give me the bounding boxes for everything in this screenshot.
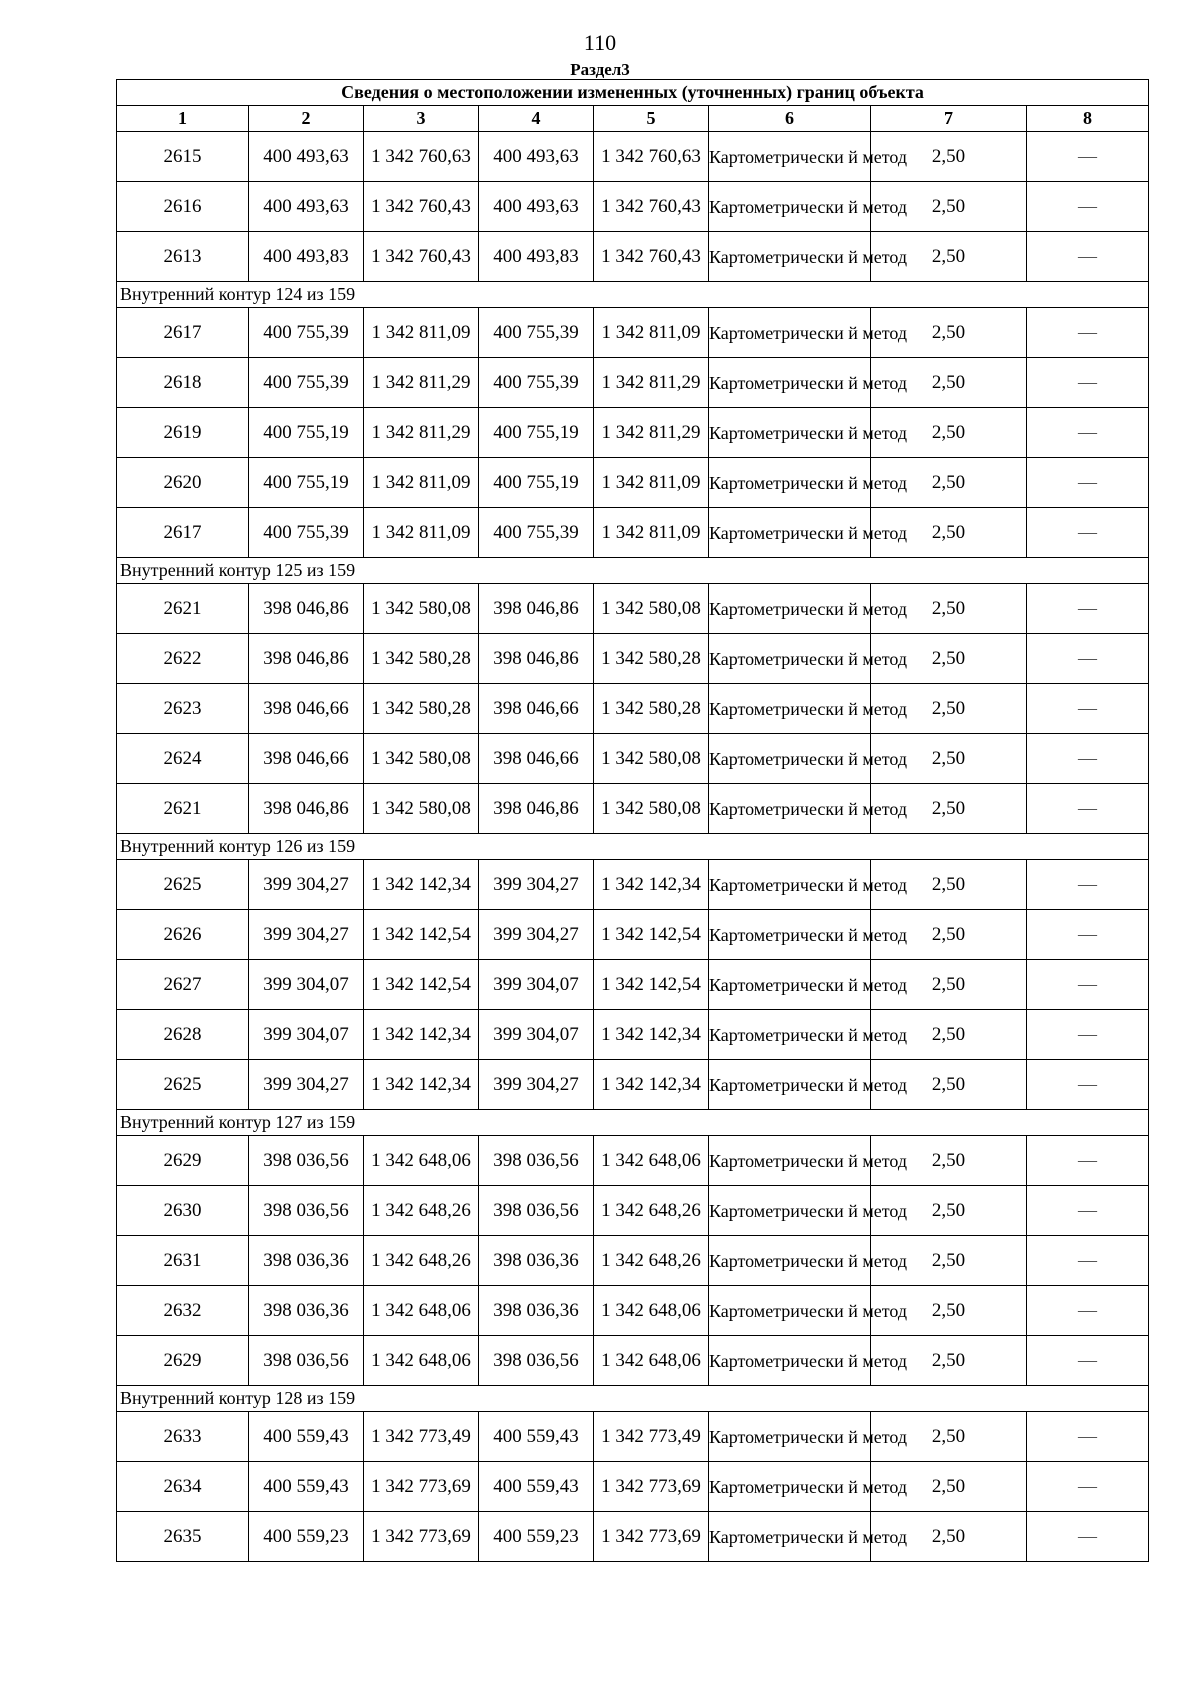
y-existing-cell: 1 342 142,54 [364,910,479,960]
x-new-cell: 398 046,66 [479,734,594,784]
x-existing-cell: 399 304,27 [249,910,364,960]
y-existing-cell: 1 342 760,43 [364,232,479,282]
x-existing-cell: 398 046,66 [249,684,364,734]
x-existing-cell: 398 036,36 [249,1286,364,1336]
section-title: Раздел3 [570,60,630,79]
method-cell: Картометрически й метод [709,308,871,358]
table-row [117,1336,1149,1386]
contour-header-row [117,1386,1149,1412]
description-cell: — [1027,508,1149,558]
x-existing-cell: 400 755,19 [249,458,364,508]
y-existing-cell: 1 342 580,08 [364,734,479,784]
accuracy-cell: 2,50 [871,458,1027,508]
x-new-cell: 400 559,43 [479,1462,594,1512]
point-number-cell: 2635 [117,1512,249,1562]
method-cell: Картометрически й метод [709,182,871,232]
method-cell: Картометрически й метод [709,408,871,458]
contour-label: Внутренний контур 125 из 159 [117,558,1149,584]
point-number-cell: 2620 [117,458,249,508]
y-new-cell: 1 342 760,43 [594,232,709,282]
y-new-cell: 1 342 580,08 [594,734,709,784]
method-cell: Картометрически й метод [709,1010,871,1060]
accuracy-cell: 2,50 [871,1136,1027,1186]
x-existing-cell: 400 559,43 [249,1412,364,1462]
description-cell: — [1027,684,1149,734]
x-new-cell: 399 304,27 [479,860,594,910]
y-existing-cell: 1 342 580,28 [364,684,479,734]
y-new-cell: 1 342 773,69 [594,1512,709,1562]
x-existing-cell: 399 304,27 [249,860,364,910]
point-number-cell: 2617 [117,508,249,558]
point-number-cell: 2615 [117,132,249,182]
table-row [117,232,1149,282]
point-number-cell: 2630 [117,1186,249,1236]
accuracy-cell: 2,50 [871,634,1027,684]
method-cell: Картометрически й метод [709,1336,871,1386]
contour-header-row [117,558,1149,584]
x-new-cell: 398 046,66 [479,684,594,734]
y-existing-cell: 1 342 811,09 [364,508,479,558]
table-caption-row [117,80,1149,106]
y-new-cell: 1 342 648,26 [594,1186,709,1236]
x-new-cell: 399 304,07 [479,960,594,1010]
table-row [117,1236,1149,1286]
accuracy-cell: 2,50 [871,1010,1027,1060]
table-row [117,784,1149,834]
accuracy-cell: 2,50 [871,1412,1027,1462]
x-existing-cell: 399 304,07 [249,960,364,1010]
x-new-cell: 400 755,19 [479,458,594,508]
accuracy-cell: 2,50 [871,1060,1027,1110]
description-cell: — [1027,634,1149,684]
point-number-cell: 2613 [117,232,249,282]
table-row [117,1412,1149,1462]
column-header: 1 [117,106,249,132]
column-header: 8 [1027,106,1149,132]
point-number-cell: 2627 [117,960,249,1010]
table-row [117,508,1149,558]
method-cell: Картометрически й метод [709,458,871,508]
point-number-cell: 2618 [117,358,249,408]
point-number-cell: 2628 [117,1010,249,1060]
contour-header-row [117,282,1149,308]
x-new-cell: 400 559,23 [479,1512,594,1562]
y-existing-cell: 1 342 142,54 [364,960,479,1010]
method-cell: Картометрически й метод [709,1462,871,1512]
x-existing-cell: 400 493,63 [249,132,364,182]
y-existing-cell: 1 342 648,26 [364,1186,479,1236]
accuracy-cell: 2,50 [871,734,1027,784]
point-number-cell: 2621 [117,784,249,834]
description-cell: — [1027,1336,1149,1386]
x-new-cell: 398 036,56 [479,1336,594,1386]
contour-label: Внутренний контур 128 из 159 [117,1386,1149,1412]
description-cell: — [1027,1010,1149,1060]
accuracy-cell: 2,50 [871,182,1027,232]
y-existing-cell: 1 342 648,06 [364,1336,479,1386]
method-cell: Картометрически й метод [709,358,871,408]
x-new-cell: 398 036,36 [479,1286,594,1336]
accuracy-cell: 2,50 [871,784,1027,834]
point-number-cell: 2629 [117,1136,249,1186]
point-number-cell: 2625 [117,860,249,910]
point-number-cell: 2617 [117,308,249,358]
description-cell: — [1027,1236,1149,1286]
point-number-cell: 2623 [117,684,249,734]
x-new-cell: 399 304,27 [479,1060,594,1110]
accuracy-cell: 2,50 [871,508,1027,558]
x-new-cell: 399 304,27 [479,910,594,960]
accuracy-cell: 2,50 [871,358,1027,408]
x-new-cell: 399 304,07 [479,1010,594,1060]
y-existing-cell: 1 342 580,08 [364,584,479,634]
description-cell: — [1027,1512,1149,1562]
y-existing-cell: 1 342 760,63 [364,132,479,182]
y-new-cell: 1 342 811,09 [594,458,709,508]
method-cell: Картометрически й метод [709,132,871,182]
x-existing-cell: 398 036,56 [249,1186,364,1236]
x-new-cell: 398 046,86 [479,584,594,634]
x-existing-cell: 400 559,43 [249,1462,364,1512]
method-cell: Картометрически й метод [709,232,871,282]
y-new-cell: 1 342 580,28 [594,684,709,734]
x-existing-cell: 400 493,83 [249,232,364,282]
x-new-cell: 400 755,39 [479,308,594,358]
description-cell: — [1027,232,1149,282]
accuracy-cell: 2,50 [871,584,1027,634]
description-cell: — [1027,910,1149,960]
x-new-cell: 398 036,56 [479,1186,594,1236]
table-row [117,308,1149,358]
y-existing-cell: 1 342 142,34 [364,860,479,910]
method-cell: Картометрически й метод [709,1512,871,1562]
y-new-cell: 1 342 773,49 [594,1412,709,1462]
y-existing-cell: 1 342 773,49 [364,1412,479,1462]
x-existing-cell: 398 036,56 [249,1336,364,1386]
table-row [117,634,1149,684]
x-existing-cell: 398 046,66 [249,734,364,784]
x-existing-cell: 400 755,39 [249,508,364,558]
x-new-cell: 398 046,86 [479,784,594,834]
accuracy-cell: 2,50 [871,132,1027,182]
method-cell: Картометрически й метод [709,784,871,834]
x-existing-cell: 398 046,86 [249,784,364,834]
point-number-cell: 2629 [117,1336,249,1386]
x-new-cell: 398 036,36 [479,1236,594,1286]
point-number-cell: 2622 [117,634,249,684]
boundary-table [116,79,1149,1562]
x-existing-cell: 398 046,86 [249,584,364,634]
x-existing-cell: 400 493,63 [249,182,364,232]
table-row [117,960,1149,1010]
table-row [117,1136,1149,1186]
table-body [117,132,1149,1562]
y-existing-cell: 1 342 811,29 [364,358,479,408]
column-header: 2 [249,106,364,132]
point-number-cell: 2624 [117,734,249,784]
x-new-cell: 400 493,83 [479,232,594,282]
point-number-cell: 2626 [117,910,249,960]
table-row [117,1010,1149,1060]
description-cell: — [1027,358,1149,408]
table-row [117,1060,1149,1110]
point-number-cell: 2619 [117,408,249,458]
accuracy-cell: 2,50 [871,1286,1027,1336]
y-new-cell: 1 342 811,29 [594,408,709,458]
description-cell: — [1027,408,1149,458]
description-cell: — [1027,1412,1149,1462]
method-cell: Картометрически й метод [709,1236,871,1286]
y-new-cell: 1 342 811,09 [594,508,709,558]
column-header: 5 [594,106,709,132]
table-row [117,1462,1149,1512]
description-cell: — [1027,860,1149,910]
y-existing-cell: 1 342 142,34 [364,1060,479,1110]
method-cell: Картометрически й метод [709,860,871,910]
table-row [117,358,1149,408]
method-cell: Картометрически й метод [709,960,871,1010]
y-new-cell: 1 342 142,34 [594,1010,709,1060]
accuracy-cell: 2,50 [871,1186,1027,1236]
x-new-cell: 400 559,43 [479,1412,594,1462]
table-row [117,182,1149,232]
description-cell: — [1027,784,1149,834]
accuracy-cell: 2,50 [871,1236,1027,1286]
x-existing-cell: 399 304,07 [249,1010,364,1060]
y-new-cell: 1 342 760,63 [594,132,709,182]
point-number-cell: 2633 [117,1412,249,1462]
accuracy-cell: 2,50 [871,910,1027,960]
x-existing-cell: 398 036,56 [249,1136,364,1186]
point-number-cell: 2631 [117,1236,249,1286]
y-new-cell: 1 342 580,08 [594,584,709,634]
table-row [117,1186,1149,1236]
x-existing-cell: 400 755,39 [249,308,364,358]
x-existing-cell: 398 036,36 [249,1236,364,1286]
y-new-cell: 1 342 142,54 [594,960,709,1010]
description-cell: — [1027,1462,1149,1512]
contour-label: Внутренний контур 127 из 159 [117,1110,1149,1136]
method-cell: Картометрически й метод [709,734,871,784]
y-existing-cell: 1 342 648,26 [364,1236,479,1286]
description-cell: — [1027,182,1149,232]
y-existing-cell: 1 342 142,34 [364,1010,479,1060]
x-new-cell: 400 755,39 [479,508,594,558]
y-existing-cell: 1 342 811,29 [364,408,479,458]
contour-label: Внутренний контур 126 из 159 [117,834,1149,860]
contour-header-row [117,1110,1149,1136]
table-row [117,860,1149,910]
description-cell: — [1027,1060,1149,1110]
x-existing-cell: 398 046,86 [249,634,364,684]
accuracy-cell: 2,50 [871,308,1027,358]
x-new-cell: 400 755,19 [479,408,594,458]
method-cell: Картометрически й метод [709,1136,871,1186]
x-existing-cell: 400 755,39 [249,358,364,408]
y-new-cell: 1 342 811,29 [594,358,709,408]
method-cell: Картометрически й метод [709,584,871,634]
description-cell: — [1027,734,1149,784]
y-existing-cell: 1 342 773,69 [364,1512,479,1562]
y-existing-cell: 1 342 811,09 [364,458,479,508]
point-number-cell: 2621 [117,584,249,634]
y-new-cell: 1 342 760,43 [594,182,709,232]
method-cell: Картометрически й метод [709,634,871,684]
table-row [117,408,1149,458]
x-new-cell: 400 493,63 [479,182,594,232]
y-new-cell: 1 342 811,09 [594,308,709,358]
x-existing-cell: 400 755,19 [249,408,364,458]
accuracy-cell: 2,50 [871,684,1027,734]
x-existing-cell: 399 304,27 [249,1060,364,1110]
y-new-cell: 1 342 142,34 [594,860,709,910]
y-new-cell: 1 342 580,08 [594,784,709,834]
column-header-row [117,106,1149,132]
method-cell: Картометрически й метод [709,1186,871,1236]
point-number-cell: 2616 [117,182,249,232]
y-existing-cell: 1 342 760,43 [364,182,479,232]
method-cell: Картометрически й метод [709,910,871,960]
table-row [117,584,1149,634]
y-new-cell: 1 342 142,54 [594,910,709,960]
page-number: 110 [583,30,617,55]
description-cell: — [1027,308,1149,358]
table-row [117,910,1149,960]
y-existing-cell: 1 342 811,09 [364,308,479,358]
y-new-cell: 1 342 648,06 [594,1136,709,1186]
table-row [117,1512,1149,1562]
method-cell: Картометрически й метод [709,508,871,558]
y-new-cell: 1 342 580,28 [594,634,709,684]
table-row [117,1286,1149,1336]
method-cell: Картометрически й метод [709,1060,871,1110]
method-cell: Картометрически й метод [709,1412,871,1462]
accuracy-cell: 2,50 [871,232,1027,282]
table-row [117,684,1149,734]
table-caption: Сведения о местоположении измененных (уточненных) границ объекта [117,80,1149,106]
accuracy-cell: 2,50 [871,860,1027,910]
description-cell: — [1027,132,1149,182]
y-new-cell: 1 342 142,34 [594,1060,709,1110]
method-cell: Картометрически й метод [709,1286,871,1336]
accuracy-cell: 2,50 [871,1512,1027,1562]
column-header: 4 [479,106,594,132]
table-row [117,458,1149,508]
accuracy-cell: 2,50 [871,960,1027,1010]
y-existing-cell: 1 342 580,08 [364,784,479,834]
y-new-cell: 1 342 648,26 [594,1236,709,1286]
point-number-cell: 2625 [117,1060,249,1110]
y-existing-cell: 1 342 773,69 [364,1462,479,1512]
method-cell: Картометрически й метод [709,684,871,734]
table-row [117,734,1149,784]
description-cell: — [1027,1136,1149,1186]
contour-label: Внутренний контур 124 из 159 [117,282,1149,308]
column-header: 3 [364,106,479,132]
column-header: 6 [709,106,871,132]
accuracy-cell: 2,50 [871,1336,1027,1386]
point-number-cell: 2632 [117,1286,249,1336]
point-number-cell: 2634 [117,1462,249,1512]
table-row [117,132,1149,182]
description-cell: — [1027,960,1149,1010]
y-existing-cell: 1 342 648,06 [364,1286,479,1336]
y-existing-cell: 1 342 580,28 [364,634,479,684]
y-new-cell: 1 342 648,06 [594,1286,709,1336]
accuracy-cell: 2,50 [871,408,1027,458]
description-cell: — [1027,458,1149,508]
x-existing-cell: 400 559,23 [249,1512,364,1562]
y-new-cell: 1 342 648,06 [594,1336,709,1386]
description-cell: — [1027,1186,1149,1236]
x-new-cell: 398 036,56 [479,1136,594,1186]
description-cell: — [1027,1286,1149,1336]
accuracy-cell: 2,50 [871,1462,1027,1512]
x-new-cell: 398 046,86 [479,634,594,684]
contour-header-row [117,834,1149,860]
y-new-cell: 1 342 773,69 [594,1462,709,1512]
x-new-cell: 400 755,39 [479,358,594,408]
description-cell: — [1027,584,1149,634]
column-header: 7 [871,106,1027,132]
y-existing-cell: 1 342 648,06 [364,1136,479,1186]
x-new-cell: 400 493,63 [479,132,594,182]
